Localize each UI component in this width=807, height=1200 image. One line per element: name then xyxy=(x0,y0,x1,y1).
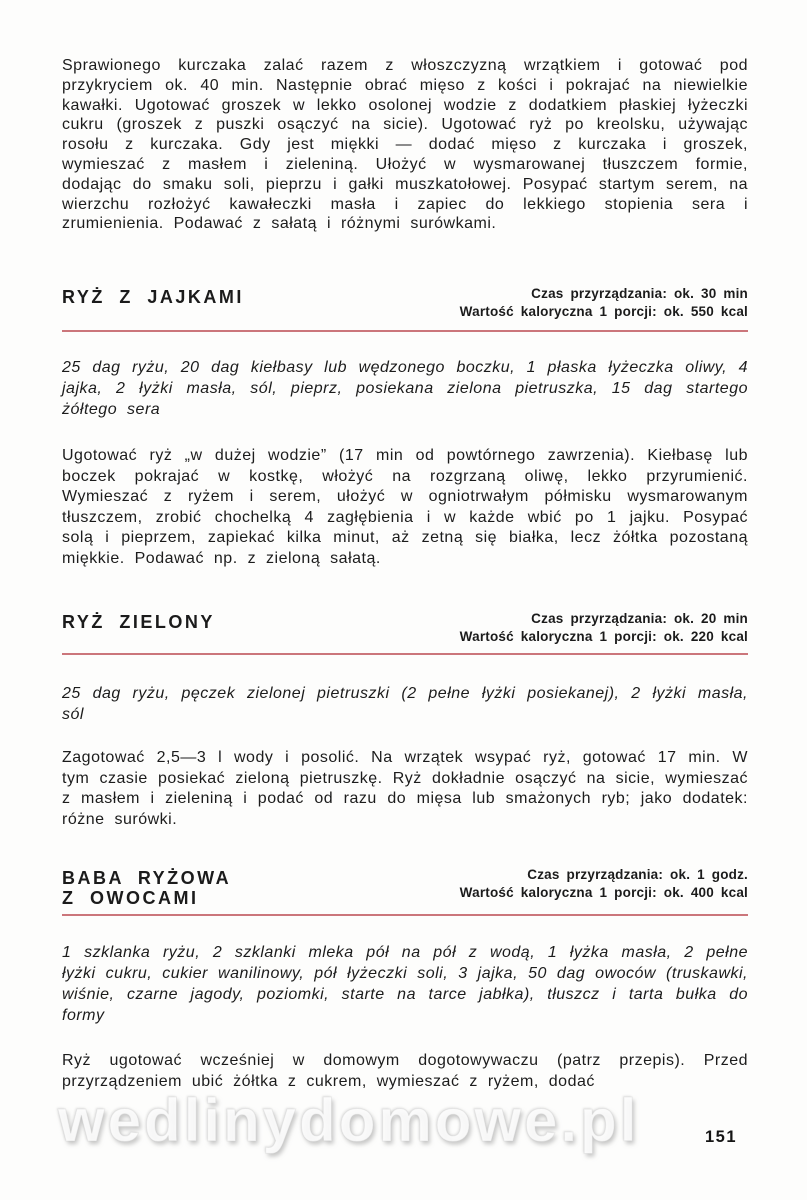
recipe-title-line1: RYŻ Z JAJKAMI xyxy=(62,287,244,307)
recipe-title xyxy=(62,284,244,307)
recipe-title-line2: Z OWOCAMI xyxy=(62,888,199,908)
section-divider xyxy=(62,330,748,332)
recipe-time: Czas przyrządzania: ok. 30 min xyxy=(531,286,748,301)
recipe-header-baba-ryzowa xyxy=(62,865,748,908)
recipe-calories: Wartość kaloryczna 1 porcji: ok. 550 kcal xyxy=(459,303,748,319)
recipe-time: Czas przyrządzania: ok. 20 min xyxy=(531,611,748,626)
recipe-instructions: Zagotować 2,5—3 l wody i posolić. Na wrzątek wsypać ryż, gotować 17 min. W tym czasie posiekać zieloną pietruszkę. Ryż dokładnie osączyć na sicie, wymieszać z masłem i zieleniną i podać od razu do mięsa lub smażonych ryb; jako dodatek: różne surówki. xyxy=(62,749,748,828)
recipe-title xyxy=(62,865,231,908)
recipe-time: Czas przyrządzania: ok. 1 godz. xyxy=(527,867,748,882)
section-divider xyxy=(62,653,748,655)
recipe-calories: Wartość kaloryczna 1 porcji: ok. 400 kcal xyxy=(459,884,748,900)
intro-paragraph: Sprawionego kurczaka zalać razem z włoszczyzną wrzątkiem i gotować pod przykryciem ok. 40 min. Następnie obrać mięso z kości i pokrajać na niewielkie kawałki. Ugotować groszek w lekko osolonej wodzie z dodatkiem płaskiej łyżeczki cukru (groszek z puszki osączyć na sicie). Ugotować ryż po kreolsku, używając rosołu z kurczaka. Gdy jest miękki — dodać mięso z kurczaka i groszek, wymieszać z masłem i zieleniną. Ułożyć w wysmarowanej tłuszczem formie, dodając do smaku soli, pieprzu i gałki muszkatołowej. Posypać startym serem, na wierzchu rozłożyć kawałeczki masła i zapiec do lekkiego stopienia sera i zrumienienia. Podawać z sałatą i różnymi surówkami. xyxy=(62,57,748,233)
recipe-calories: Wartość kaloryczna 1 porcji: ok. 220 kcal xyxy=(459,628,748,644)
site-watermark: wedlinydomowe.pl xyxy=(58,1087,640,1154)
recipe-meta xyxy=(460,865,748,901)
recipe-header-ryz-z-jajkami xyxy=(62,284,748,320)
recipe-title xyxy=(62,609,215,632)
recipe-ingredients: 25 dag ryżu, pęczek zielonej pietruszki (2 pełne łyżki posiekanej), 2 łyżki masła, sól xyxy=(62,685,748,723)
recipe-header-ryz-zielony xyxy=(62,609,748,645)
recipe-ingredients: 1 szklanka ryżu, 2 szklanki mleka pół na pół z wodą, 1 łyżka masła, 2 pełne łyżki cukru, cukier wanilinowy, pół łyżeczki soli, 3 jajka, 50 dag owoców (truskawki, wiśnie, czarne jagody, poziomki, starte na tarce jabłka), tłuszcz i tarta bułka do formy xyxy=(62,944,748,1024)
recipe-meta xyxy=(460,284,748,320)
recipe-title-line1: BABA RYŻOWA xyxy=(62,868,232,888)
recipe-title-line1: RYŻ ZIELONY xyxy=(62,612,215,632)
recipe-ingredients: 25 dag ryżu, 20 dag kiełbasy lub wędzonego boczku, 1 płaska łyżeczka oliwy, 4 jajka, 2 łyżki masła, sól, pieprz, posiekana zielona pietruszka, 15 dag startego żółtego sera xyxy=(62,359,748,418)
section-divider xyxy=(62,914,748,916)
recipe-instructions: Ugotować ryż „w dużej wodzie” (17 min od powtórnego zawrzenia). Kiełbasę lub boczek pokrajać w kostkę, włożyć na rozgrzaną oliwę, lekko przyrumienić. Wymieszać z ryżem i serem, ułożyć w ogniotrwałym półmisku wysmarowanym tłuszczem, zrobić chochelką 4 zagłębienia i w każde wbić po 1 jajku. Posypać solą i pieprzem, zapiekać kilka minut, aż zetną się białka, lecz żółtka pozostaną miękkie. Podawać np. z zieloną sałatą. xyxy=(62,447,748,567)
page-number: 151 xyxy=(705,1128,738,1146)
recipe-instructions: Ryż ugotować wcześniej w domowym dogotowywaczu (patrz przepis). Przed przyrządzeniem ubić żółtka z cukrem, wymieszać z ryżem, dodać xyxy=(62,1052,748,1090)
recipe-meta xyxy=(460,609,748,645)
